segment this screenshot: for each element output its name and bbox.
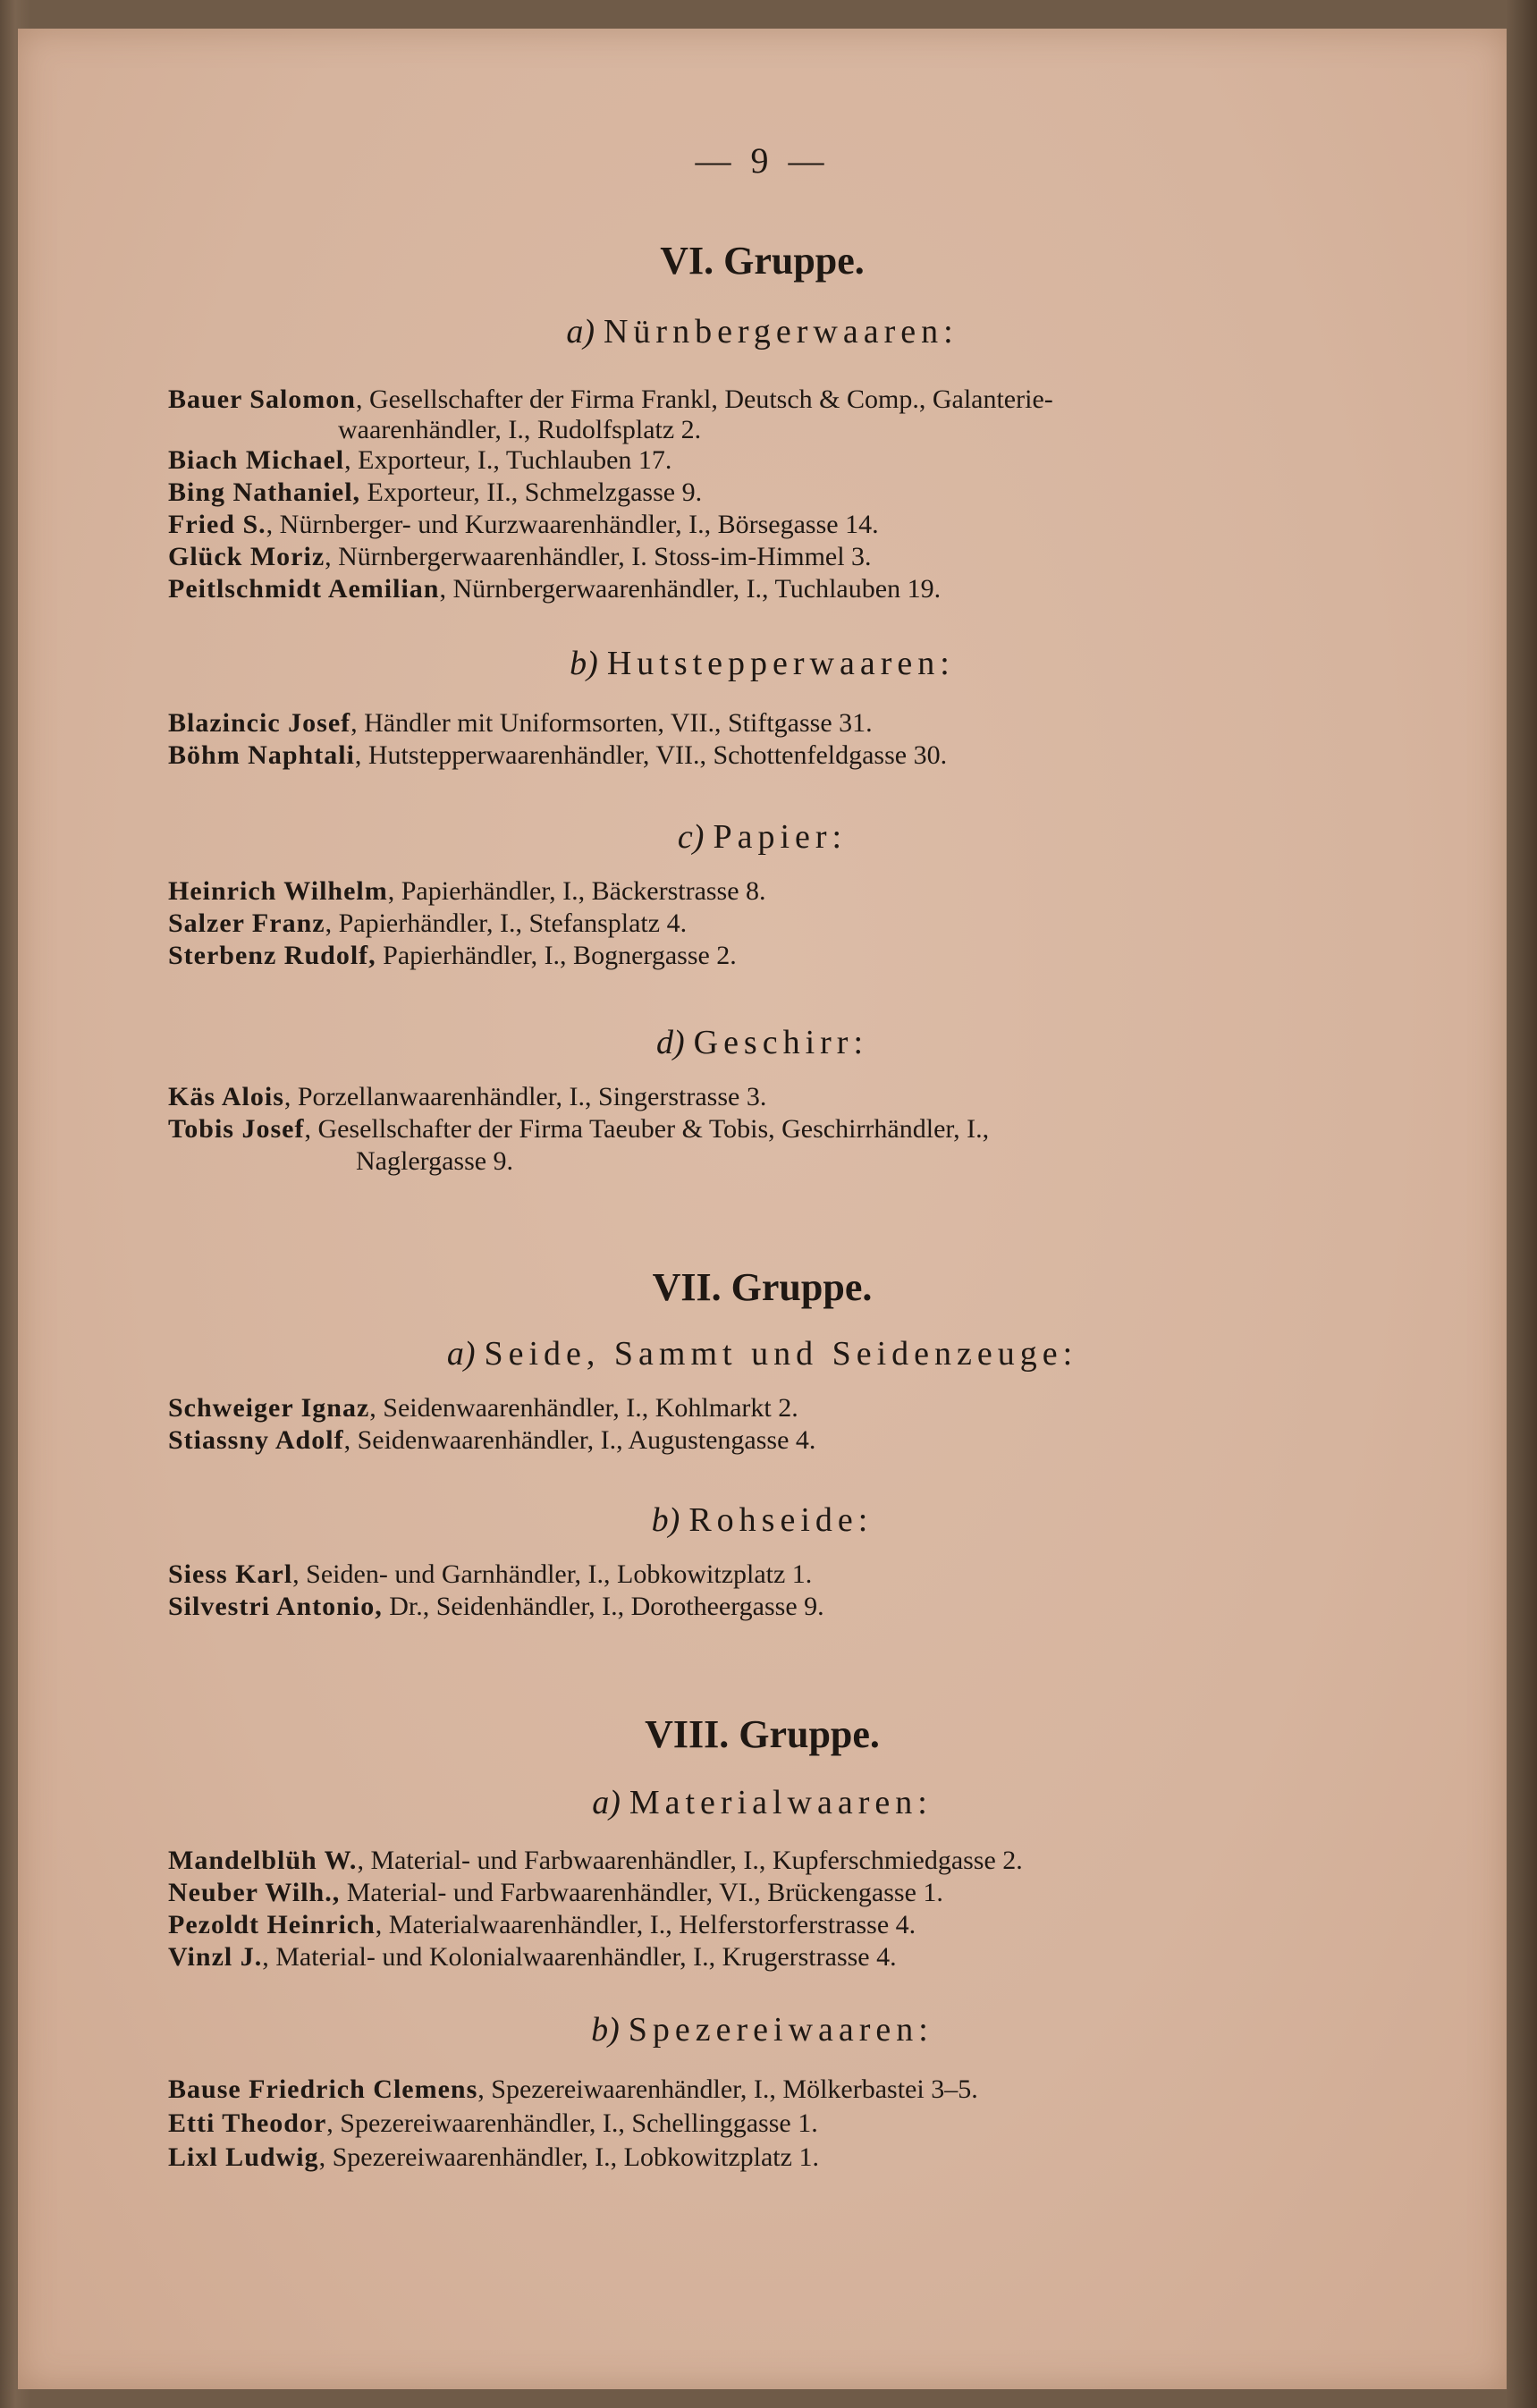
entry-name: Peitlschmidt Aemilian: [168, 574, 440, 604]
entry-name: Tobis Josef: [168, 1114, 305, 1144]
list-item: [168, 740, 1357, 771]
subsection-letter: d): [655, 1024, 685, 1061]
entry-details: , Seiden- und Garnhändler, I., Lobkowitzplatz 1.: [292, 1559, 813, 1589]
entry-name: Heinrich Wilhelm: [168, 876, 388, 906]
entry-name: Bing Nathaniel,: [168, 477, 361, 507]
entry-name: Silvestri Antonio,: [168, 1592, 383, 1621]
list-item: [168, 445, 1357, 476]
list-item: [168, 941, 1357, 971]
entry-details: , Spezereiwaarenhändler, I., Schellinggasse 1.: [326, 2108, 818, 2138]
entry-continuation: waarenhändler, I., Rudolfsplatz 2.: [338, 415, 702, 444]
list-item: [168, 510, 1357, 540]
entry-name: Pezoldt Heinrich: [168, 1910, 376, 1939]
subsection-heading: [18, 2010, 1507, 2049]
subsection-title: Seide, Sammt und Seidenzeuge:: [484, 1335, 1078, 1373]
entry-name: Sterbenz Rudolf,: [168, 941, 376, 970]
list-item: [168, 908, 1357, 939]
list-item: [168, 574, 1357, 604]
list-item: [168, 1082, 1357, 1112]
entry-name: Fried S.: [168, 510, 266, 539]
entry-name: Böhm Naphtali: [168, 740, 355, 770]
entry-name: Biach Michael: [168, 445, 345, 475]
subsection-title: Nürnbergerwaaren:: [603, 313, 959, 351]
entry-details: , Gesellschafter der Firma Taeuber & Tobis, Geschirrhändler, I.,: [304, 1114, 990, 1144]
subsection-letter: a): [592, 1784, 621, 1821]
group-heading: VII. Gruppe.: [652, 1265, 873, 1309]
entry-name: Salzer Franz: [168, 908, 325, 938]
subsection-letter: b): [651, 1501, 680, 1539]
entry-details: , Seidenwaarenhändler, I., Augustengasse 4.: [343, 1425, 816, 1455]
entry-name: Lixl Ludwig: [168, 2142, 319, 2172]
list-item: [168, 708, 1357, 739]
subsection-heading: [18, 817, 1507, 857]
entry-name: Mandelblüh W.: [168, 1846, 358, 1875]
entry-details: Dr., Seidenhändler, I., Dorotheergasse 9.: [382, 1592, 824, 1621]
list-item: [168, 1592, 1357, 1622]
subsection-heading: [18, 312, 1507, 351]
subsection-heading: [18, 644, 1507, 683]
subsection-title: Papier:: [713, 818, 848, 856]
entry-details: , Papierhändler, I., Bäckerstrasse 8.: [387, 876, 766, 906]
entry-details: , Nürnberger- und Kurzwaarenhändler, I., Börsegasse 14.: [266, 510, 879, 539]
list-item: [168, 1393, 1357, 1424]
list-item: [168, 1114, 1357, 1145]
entry-details: Papierhändler, I., Bognergasse 2.: [376, 941, 737, 970]
entry-name: Blazincic Josef: [168, 708, 351, 738]
entry-continuation: Naglergasse 9.: [356, 1146, 514, 1176]
list-item: [168, 2108, 1357, 2139]
subsection-letter: a): [446, 1335, 476, 1373]
group-heading: VIII. Gruppe.: [645, 1712, 880, 1756]
subsection-heading: [18, 1500, 1507, 1540]
entry-name: Bause Friedrich Clemens: [168, 2074, 478, 2104]
entry-details: , Spezereiwaarenhändler, I., Mölkerbastei 3–5.: [477, 2074, 978, 2104]
entry-details: , Gesellschafter der Firma Frankl, Deutsch & Comp., Galanterie-: [355, 384, 1053, 414]
entry-details: , Nürnbergerwaarenhändler, I., Tuchlauben 19.: [439, 574, 942, 604]
list-item: [168, 1942, 1357, 1973]
list-item: [168, 1559, 1357, 1590]
subsection-heading: [18, 1023, 1507, 1062]
entry-details: , Händler mit Uniformsorten, VII., Stiftgasse 31.: [350, 708, 873, 738]
entry-details: , Material- und Kolonialwaarenhändler, I., Krugerstrasse 4.: [262, 1942, 897, 1972]
list-item: [168, 384, 1357, 415]
entry-details: , Spezereiwaarenhändler, I., Lobkowitzplatz 1.: [318, 2142, 819, 2172]
entry-name: Neuber Wilh.,: [168, 1878, 341, 1907]
list-item: [168, 2074, 1357, 2105]
entry-name: Glück Moriz: [168, 542, 325, 571]
subsection-title: Rohseide:: [688, 1501, 874, 1539]
subsection-title: Materialwaaren:: [629, 1784, 933, 1821]
entry-details: , Material- und Farbwaarenhändler, I., Kupferschmiedgasse 2.: [357, 1846, 1023, 1875]
entry-name: Bauer Salomon: [168, 384, 356, 414]
list-item: [168, 1878, 1357, 1908]
list-item: [168, 1846, 1357, 1876]
entry-name: Vinzl J.: [168, 1942, 263, 1972]
subsection-heading: [18, 1783, 1507, 1822]
group-heading: VI. Gruppe.: [660, 239, 865, 283]
entry-name: Schweiger Ignaz: [168, 1393, 370, 1423]
entry-name: Käs Alois: [168, 1082, 284, 1111]
entry-name: Stiassny Adolf: [168, 1425, 344, 1455]
subsection-letter: b): [570, 645, 598, 682]
list-item: [168, 477, 1357, 508]
entry-details: , Seidenwaarenhändler, I., Kohlmarkt 2.: [369, 1393, 798, 1423]
subsection-letter: b): [591, 2011, 620, 2049]
entry-details: , Hutstepperwaarenhändler, VII., Schottenfeldgasse 30.: [354, 740, 948, 770]
entry-name: Siess Karl: [168, 1559, 293, 1589]
list-item: [168, 876, 1357, 907]
subsection-heading: [18, 1334, 1507, 1373]
subsection-title: Geschirr:: [693, 1024, 869, 1061]
entry-details: , Porzellanwaarenhändler, I., Singerstrasse 3.: [283, 1082, 767, 1111]
subsection-letter: a): [566, 313, 595, 351]
list-item: [168, 542, 1357, 572]
list-item: [168, 1425, 1357, 1456]
entry-name: Etti Theodor: [168, 2108, 327, 2138]
entry-details: , Materialwaarenhändler, I., Helferstorferstrasse 4.: [375, 1910, 916, 1939]
subsection-title: Spezereiwaaren:: [628, 2011, 933, 2049]
list-item: [168, 1910, 1357, 1940]
book-page: [18, 29, 1507, 2389]
entry-details: , Nürnbergerwaarenhändler, I. Stoss-im-Himmel 3.: [325, 542, 872, 571]
entry-details: Material- und Farbwaarenhändler, VI., Brückengasse 1.: [340, 1878, 943, 1907]
subsection-letter: c): [677, 818, 705, 856]
subsection-title: Hutstepperwaaren:: [606, 645, 955, 682]
entry-details: , Exporteur, I., Tuchlauben 17.: [344, 445, 672, 475]
entry-details: Exporteur, II., Schmelzgasse 9.: [360, 477, 703, 507]
list-item: [168, 2142, 1357, 2173]
entry-details: , Papierhändler, I., Stefansplatz 4.: [325, 908, 688, 938]
page-number: — 9 —: [695, 140, 830, 181]
